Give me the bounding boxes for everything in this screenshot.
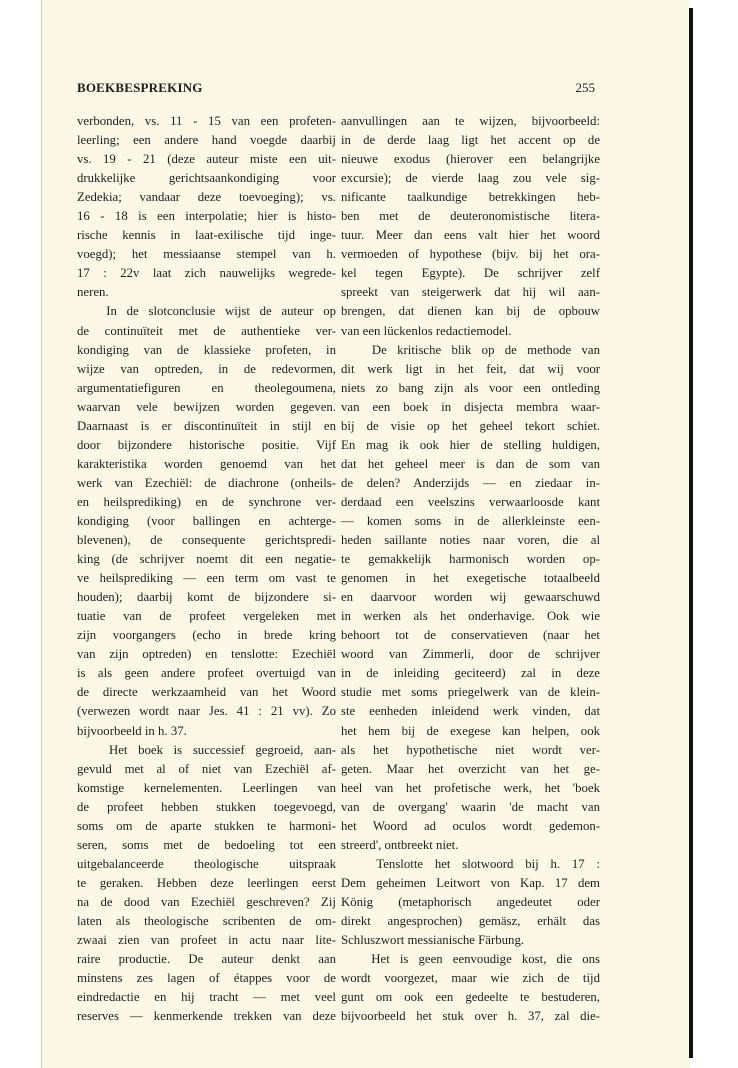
text-line: genomen in het exegetische totaalbeeld bbox=[341, 571, 600, 586]
text-line: seren, soms met de bedoeling tot een bbox=[77, 837, 336, 852]
text-line: nificante taalkundige betrekkingen heb- bbox=[341, 190, 600, 205]
text-line: houden); daarbij komt de bijzondere si- bbox=[77, 590, 336, 605]
text-line: König (metaphorisch angedeutet oder bbox=[341, 894, 600, 909]
text-line: dit werk ligt in het feit, dat wij voor bbox=[341, 361, 600, 376]
text-line: is als geen andere profeet overtuigd van bbox=[77, 666, 336, 681]
text-line: king (de schrijver noemt dit een negatie- bbox=[77, 552, 336, 567]
text-line: van een lückenlos redactiemodel. bbox=[341, 323, 512, 338]
text-line: komstige kernelementen. Leerlingen van bbox=[77, 780, 336, 795]
text-line: — komen soms in de allerkleinste een- bbox=[341, 513, 600, 528]
text-line: (verwezen wordt naar Jes. 41 : 21 vv). Zo bbox=[77, 704, 336, 719]
text-line: voegd); het messiaanse stempel van h. bbox=[77, 247, 336, 262]
text-line: Tenslotte het slotwoord bij h. 17 : bbox=[341, 856, 600, 871]
text-line: van een boek in disjecta membra waar- bbox=[341, 399, 600, 414]
text-line: karakteristika worden genoemd van het bbox=[77, 456, 336, 471]
text-line: te geraken. Hebben deze leerlingen eerst bbox=[77, 875, 336, 890]
text-line: en heilsprediking) en de synchrone ver- bbox=[77, 494, 336, 509]
text-line: tuur. Meer dan eens valt hier het woord bbox=[341, 228, 600, 243]
text-line: te gemakkelijk harmonisch worden op- bbox=[341, 552, 600, 567]
text-line: Dem geheimen Leitwort von Kap. 17 dem bbox=[341, 875, 600, 890]
text-line: Zedekia; vandaar deze toevoeging); vs. bbox=[77, 190, 336, 205]
text-line: de delen? Anderzijds — en ziedaar in- bbox=[341, 475, 600, 490]
text-line: tuatie van de profeet vergeleken met bbox=[77, 609, 336, 624]
text-line: minstens zes lagen of étappes voor de bbox=[77, 971, 336, 986]
text-line: heden saillante noties naar voren, die al bbox=[341, 533, 600, 548]
text-line: 17 : 22v laat zich nauwelijks wegrede- bbox=[77, 266, 336, 281]
text-line: van zijn optreden) en tenslotte: Ezechiël bbox=[77, 647, 336, 662]
text-line: dat het geheel meer is dan de som van bbox=[341, 456, 600, 471]
text-line: argumentatiefiguren en theolegoumena, bbox=[77, 380, 336, 395]
text-line: excursie); de vierde laag zou vele sig- bbox=[341, 171, 600, 186]
text-line: kondiging van de klassieke profeten, in bbox=[77, 342, 336, 357]
text-line: in werken als het onderhavige. Ook wie bbox=[341, 609, 600, 624]
text-line: En mag ik ook hier de stelling huldigen, bbox=[341, 437, 600, 452]
text-line: geten. Maar het overzicht van het ge- bbox=[341, 761, 600, 776]
text-line: uitgebalanceerde theologische uitspraak bbox=[77, 856, 336, 871]
text-line: leerling; een andere hand voegde daarbij bbox=[77, 133, 336, 148]
text-line: kel tegen Egypte). De schrijver zelf bbox=[341, 266, 600, 281]
text-line: als het hypothetische niet wordt ver- bbox=[341, 742, 600, 757]
text-line: ste eenheden inleidend werk vinden, dat bbox=[341, 704, 600, 719]
text-line: heel van het profetische werk, het 'boek bbox=[341, 780, 600, 795]
text-line: behoort tot de conservatieven (naar het bbox=[341, 628, 600, 643]
text-line: 16 - 18 is een interpolatie; hier is histo- bbox=[77, 209, 336, 224]
text-line: het hem bij de exegese kan helpen, ook bbox=[341, 723, 600, 738]
page-number: 255 bbox=[575, 80, 595, 95]
text-line: en daarvoor worden wij gewaarschuwd bbox=[341, 590, 600, 605]
text-line: In de slotconclusie wijst de auteur op bbox=[77, 304, 336, 319]
text-line: wijze van optreden, in de redevormen, bbox=[77, 361, 336, 376]
text-line: vs. 19 - 21 (deze auteur miste een uit- bbox=[77, 152, 336, 167]
text-line: kondiging (voor ballingen en achterge- bbox=[77, 513, 336, 528]
text-line: vermoeden of hypothese (bijv. bij het ora- bbox=[341, 247, 600, 262]
text-line: in de derde laag ligt het accent op de bbox=[341, 133, 600, 148]
text-line: brengen, dat dienen kan bij de opbouw bbox=[341, 304, 600, 319]
text-line: verbonden, vs. 11 - 15 van een profeten- bbox=[77, 114, 336, 128]
page-binding-edge bbox=[689, 8, 693, 1058]
text-line: woord van Zimmerli, door de schrijver bbox=[341, 647, 600, 662]
running-head: BOEKBESPREKING bbox=[77, 80, 203, 95]
text-line: de profeet hebben stukken toegevoegd, bbox=[77, 799, 336, 814]
text-line: na de dood van Ezechiël geschreven? Zij bbox=[77, 894, 336, 909]
text-line: gevuld met al of niet van Ezechiël af- bbox=[77, 761, 336, 776]
text-line: spreekt van steigerwerk dat hij wil aan- bbox=[341, 285, 600, 300]
page-left-edge bbox=[41, 0, 42, 1068]
text-line: het Woord ad oculos wordt gedemon- bbox=[341, 818, 600, 833]
text-line: laten als theologische scribenten de om- bbox=[77, 913, 336, 928]
text-line: wordt voorgezet, maar wie zich de tijd bbox=[341, 971, 600, 986]
text-line: Het is geen eenvoudige kost, die ons bbox=[341, 952, 600, 967]
text-line: werk van Ezechiël: de diachrone (onheils- bbox=[77, 475, 336, 490]
text-line: raire productie. De auteur denkt aan bbox=[77, 952, 336, 967]
text-line: studie met soms priegelwerk van de klein- bbox=[341, 685, 600, 700]
text-line: aanvullingen aan te wijzen, bijvoorbeeld: bbox=[341, 114, 600, 128]
text-line: reserves — kenmerkende trekken van deze bbox=[77, 1009, 336, 1024]
text-line: Het boek is successief gegroeid, aan- bbox=[77, 742, 336, 757]
text-line: derdaad een veelszins verwaarloosde kant bbox=[341, 494, 600, 509]
text-line: gunt om ook een gedeelte te bestuderen, bbox=[341, 990, 600, 1005]
text-line: bijvoorbeeld het stuk over h. 37, zal die- bbox=[341, 1009, 600, 1024]
text-line: de directe werkzaamheid van het Woord bbox=[77, 685, 336, 700]
text-line: blevenen), de consequente gerichtspredi- bbox=[77, 533, 336, 548]
text-line: streerd', ontbreekt niet. bbox=[341, 837, 459, 852]
text-line: door bijzondere historische positie. Vijf bbox=[77, 437, 336, 452]
text-line: ve heilsprediking — een term om vast te bbox=[77, 571, 336, 586]
text-line: Schluszwort messianische Färbung. bbox=[341, 933, 525, 948]
right-column bbox=[341, 112, 600, 1026]
left-column bbox=[77, 112, 336, 1026]
text-line: in de inleiding geciteerd) zal in deze bbox=[341, 666, 600, 681]
text-line: zijn voorgangers (echo in brede kring bbox=[77, 628, 336, 643]
text-line: drukkelijke gerichtsaankondiging voor bbox=[77, 171, 336, 186]
text-line: soms om de aparte stukken te harmoni- bbox=[77, 818, 336, 833]
text-line: de continuïteit met de authentieke ver- bbox=[77, 323, 336, 338]
text-line: neren. bbox=[77, 285, 109, 300]
text-line: bij de visie op het geheel tekort schiet. bbox=[341, 418, 600, 433]
text-line: niets zo bang zijn als voor een ontleding bbox=[341, 380, 600, 395]
text-line: ben met de deuteronomistische litera- bbox=[341, 209, 600, 224]
text-line: rische kennis in laat-exilische tijd inge- bbox=[77, 228, 336, 243]
text-line: Daarnaast is er discontinuïteit in stijl en bbox=[77, 418, 336, 433]
text-line: eindredactie en hij tracht — met veel bbox=[77, 990, 336, 1005]
text-line: De kritische blik op de methode van bbox=[341, 342, 600, 357]
text-line: direkt angesprochen) gemäsz, erhält das bbox=[341, 913, 600, 928]
text-line: waarvan vele bewijzen worden gegeven. bbox=[77, 399, 336, 414]
text-line: nieuwe exodus (hierover een belangrijke bbox=[341, 152, 600, 167]
text-line: zwaai zien van profeet in actu naar lite- bbox=[77, 933, 336, 948]
text-line: bijvoorbeeld in h. 37. bbox=[77, 723, 187, 738]
text-line: van de overgang' waarin 'de macht van bbox=[341, 799, 600, 814]
